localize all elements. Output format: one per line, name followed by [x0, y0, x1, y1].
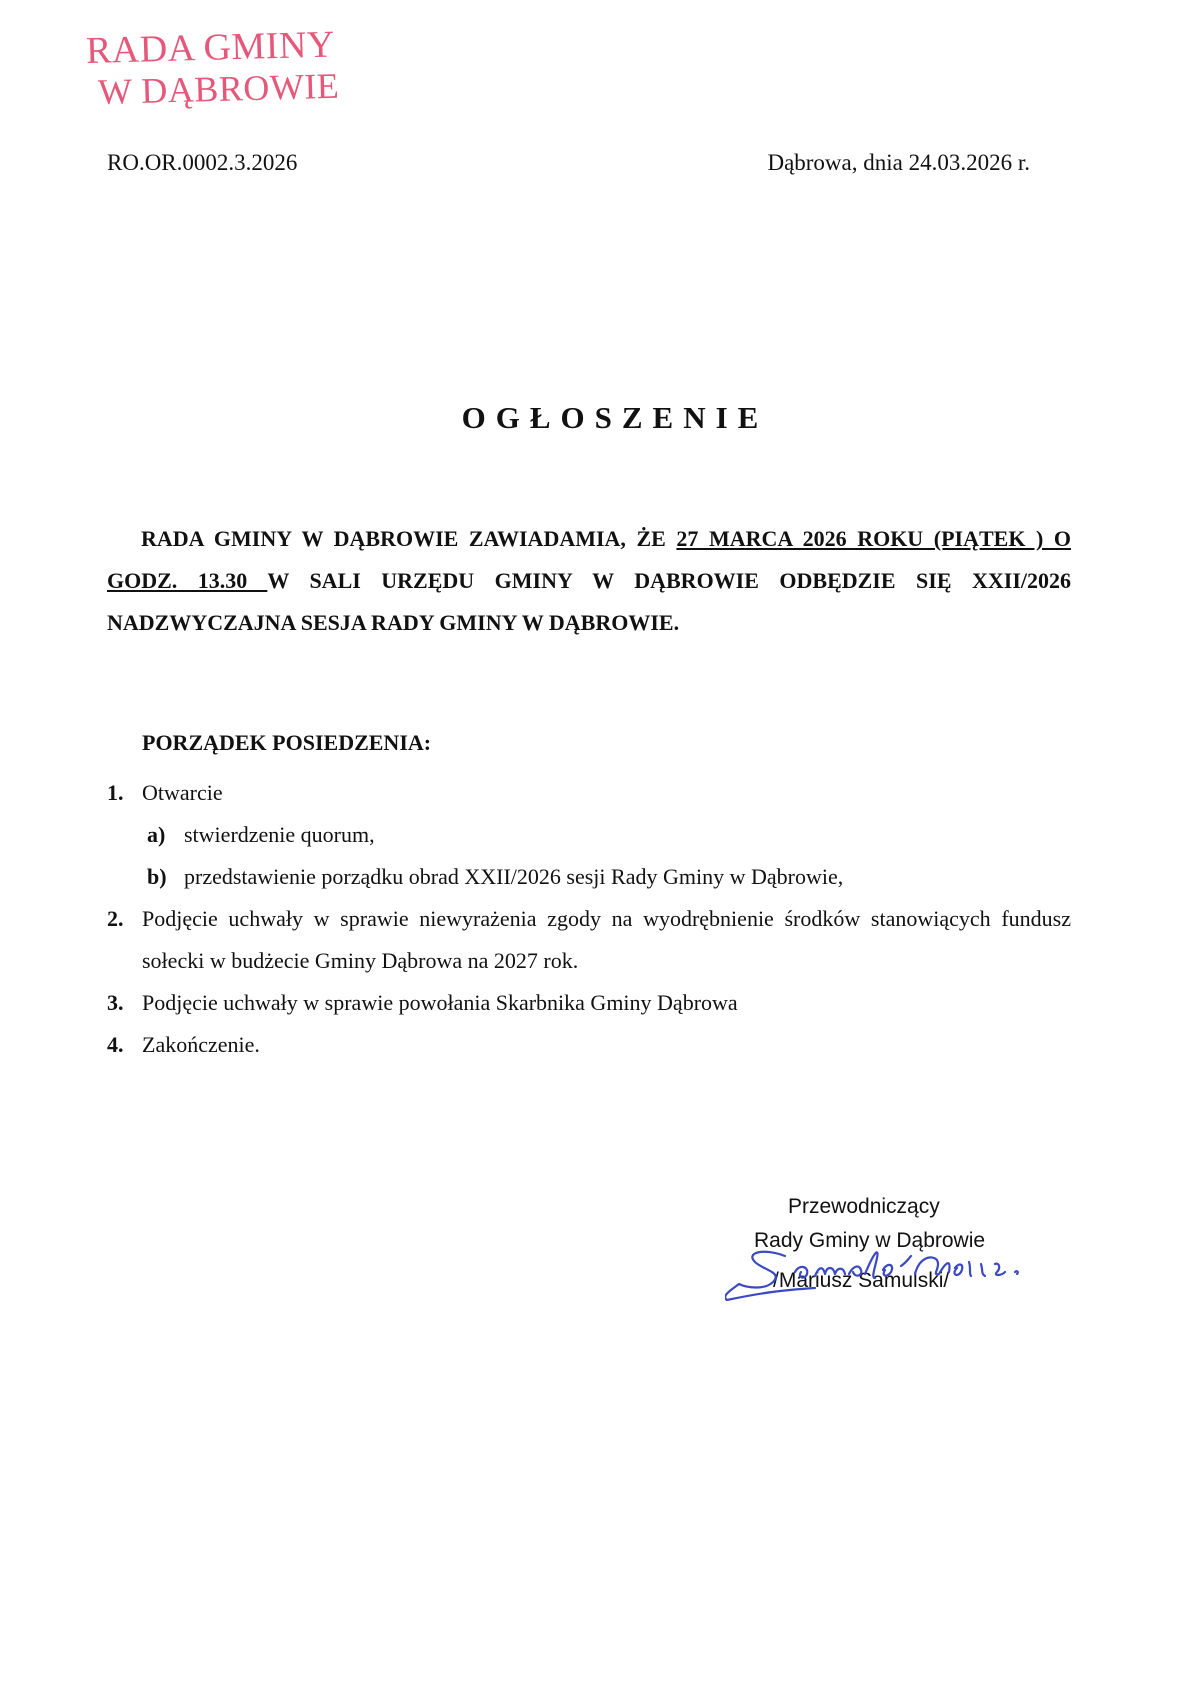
- agenda-item: [107, 772, 1071, 814]
- agenda-subitem-letter: a): [147, 822, 166, 847]
- agenda-item: [107, 982, 1071, 1024]
- agenda-subitem-text: przedstawienie porządku obrad XXII/2026 sesji Rady Gminy w Dąbrowie,: [184, 864, 844, 889]
- stamp-line-1: RADA GMINY: [85, 23, 336, 72]
- agenda-item-number: 1.: [107, 780, 124, 805]
- agenda-subitem-text: stwierdzenie quorum,: [184, 822, 375, 847]
- agenda-heading: PORZĄDEK POSIEDZENIA:: [142, 730, 432, 755]
- document-title: OGŁOSZENIE: [461, 400, 769, 435]
- agenda-item-text: Podjęcie uchwały w sprawie powołania Skarbnika Gminy Dąbrowa: [142, 990, 738, 1015]
- agenda-subitem: [107, 856, 1071, 898]
- announcement-text: [107, 518, 1071, 644]
- announcement-part-1: RADA GMINY W DĄBROWIE ZAWIADAMIA, ŻE: [141, 526, 677, 551]
- signatory-name: /Mariusz Samulski/: [773, 1269, 950, 1292]
- signatory-organization: Rady Gminy w Dąbrowie: [754, 1229, 986, 1252]
- place-and-date: Dąbrowa, dnia 24.03.2026 r.: [767, 150, 1030, 175]
- agenda-item-number: 3.: [107, 990, 124, 1015]
- agenda-item-number: 4.: [107, 1032, 124, 1057]
- agenda-item: [107, 1024, 1071, 1066]
- agenda-item-number: 2.: [107, 906, 124, 931]
- agenda-item-text: Otwarcie: [142, 780, 223, 805]
- handwritten-signature: [725, 1238, 1065, 1308]
- council-stamp: [85, 23, 366, 112]
- announcement-part-2: W SALI URZĘDU GMINY W DĄBROWIE ODBĘDZIE SIĘ XXII/2026 NADZWYCZAJNA SESJA RADY GMINY W DĄBROWIE.: [107, 568, 1071, 635]
- signature-stroke: [725, 1252, 1018, 1300]
- agenda-item-text: Zakończenie.: [142, 1032, 260, 1057]
- reference-number: RO.OR.0002.3.2026: [107, 150, 298, 175]
- agenda-subitem: [107, 814, 1071, 856]
- announcement-date-time: 27 MARCA 2026 ROKU (PIĄTEK ) O GODZ. 13.30: [107, 526, 1071, 593]
- agenda-item: [107, 898, 1071, 982]
- agenda-list: [107, 772, 1071, 1066]
- signatory-role: Przewodniczący: [788, 1195, 940, 1218]
- stamp-line-2: W DĄBROWIE: [97, 65, 340, 112]
- agenda-item-text: Podjęcie uchwały w sprawie niewyrażenia zgody na wyodrębnienie środków stanowiących fundusz sołecki w budżecie Gminy Dąbrowa na 2027 rok.: [142, 906, 1071, 973]
- agenda-subitem-letter: b): [147, 864, 167, 889]
